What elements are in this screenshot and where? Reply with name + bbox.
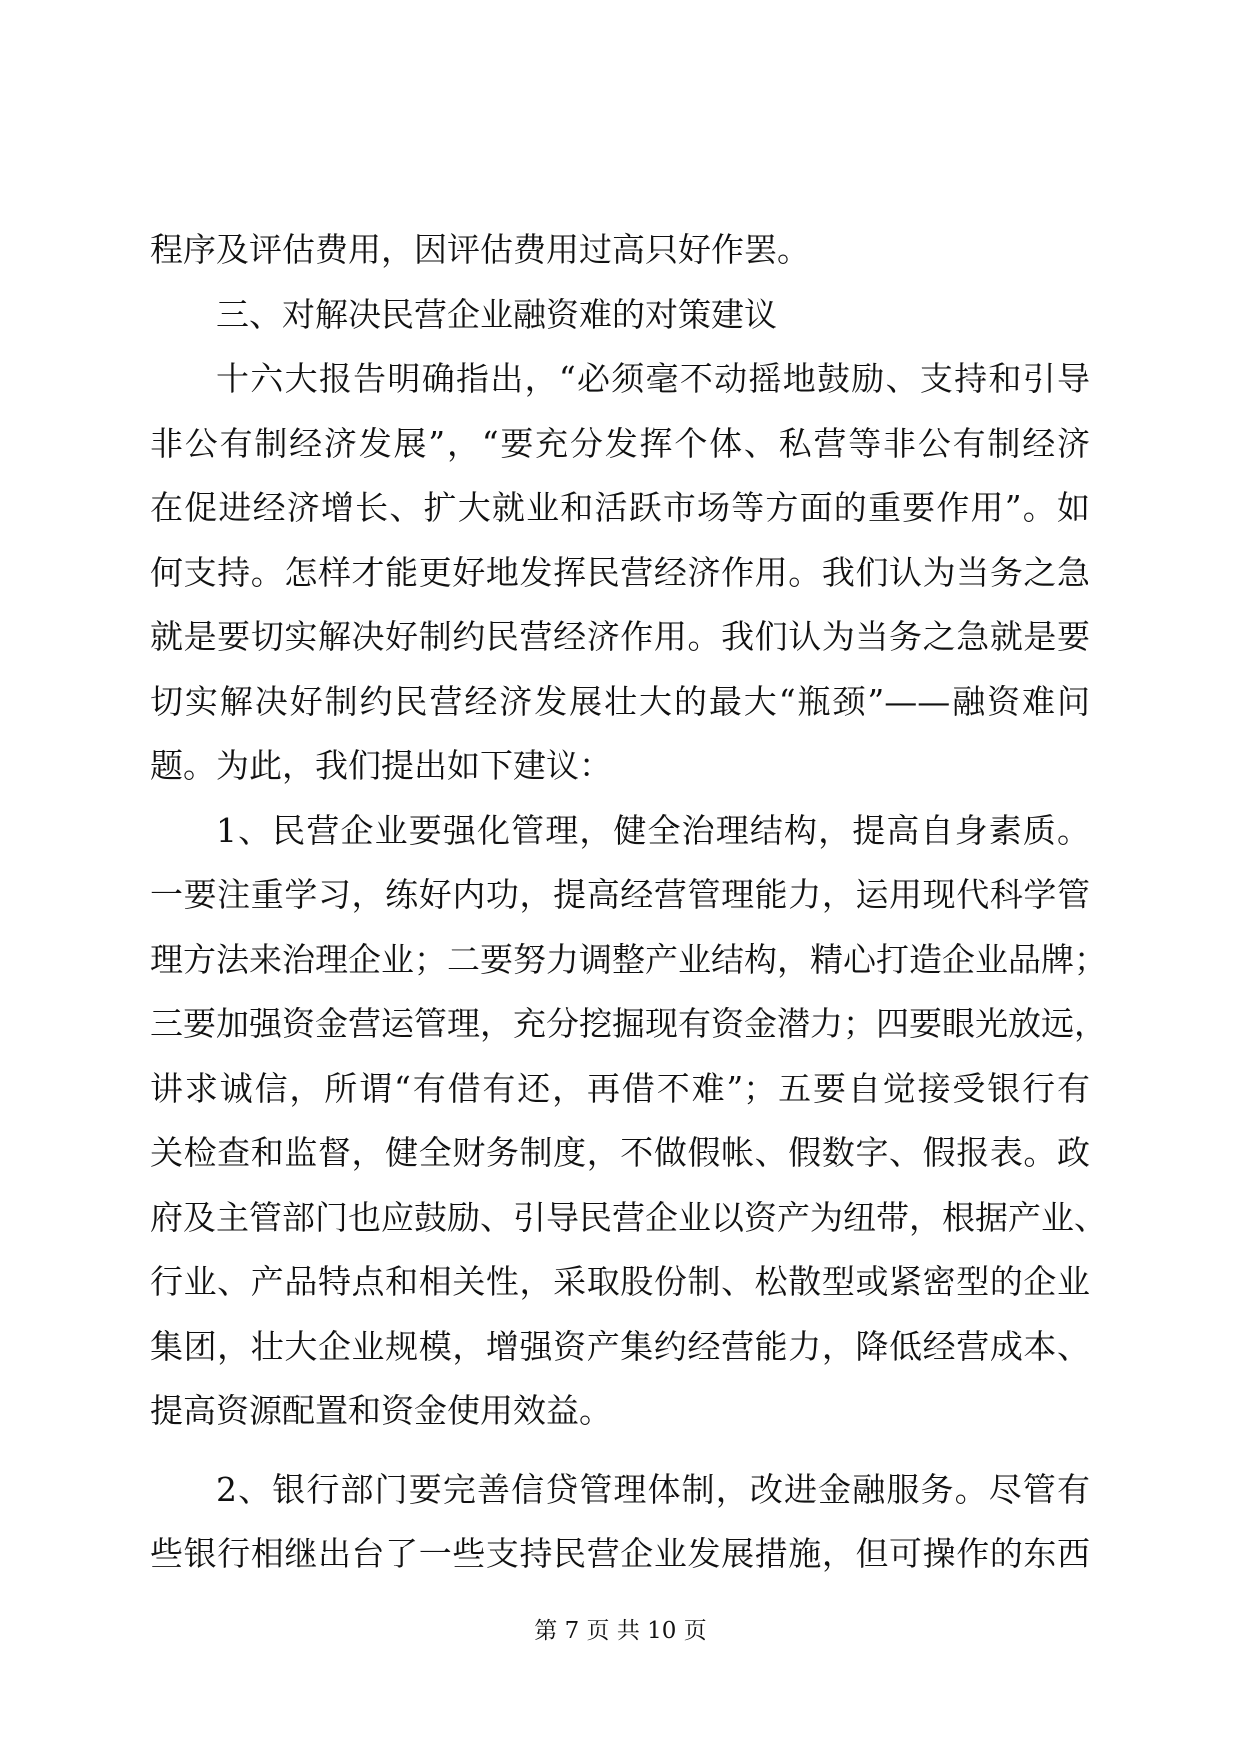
text-line: 切实解决好制约民营经济发展壮大的最大“瓶颈”——融资难问 [150, 681, 1090, 721]
text-line: 非公有制经济发展”，“要充分发挥个体、私营等非公有制经济 [150, 423, 1090, 463]
text-line: 就是要切实解决好制约民营经济作用。我们认为当务之急就是要 [150, 617, 1090, 656]
text-line: 提高资源配置和资金使用效益。 [150, 1391, 612, 1430]
text-line: 府及主管部门也应鼓励、引导民营企业以资产为纽带，根据产业、 [150, 1197, 1107, 1237]
text-line: 程序及评估费用，因评估费用过高只好作罢。 [150, 230, 810, 269]
text-line: 题。为此，我们提出如下建议： [150, 746, 612, 785]
text-line: 集团，壮大企业规模，增强资产集约经营能力，降低经营成本、 [150, 1326, 1090, 1366]
text-line: 讲求诚信，所谓“有借有还，再借不难”；五要自觉接受银行有 [150, 1068, 1090, 1108]
text-line: 一要注重学习，练好内功，提高经营管理能力，运用现代科学管 [150, 875, 1090, 914]
text-line: 理方法来治理企业；二要努力调整产业结构，精心打造企业品牌； [150, 939, 1107, 979]
body-text [150, 218, 1107, 1587]
text-line: 十六大报告明确指出，“必须毫不动摇地鼓励、支持和引导 [216, 359, 1090, 398]
text-line: 关检查和监督，健全财务制度，不做假帐、假数字、假报表。政 [150, 1133, 1090, 1172]
paragraph-intro [150, 347, 1090, 799]
text-line: 些银行相继出台了一些支持民营企业发展措施，但可操作的东西 [150, 1534, 1090, 1573]
paragraph-gap [150, 1444, 1090, 1458]
text-line: 行业、产品特点和相关性，采取股份制、松散型或紧密型的企业 [150, 1262, 1090, 1301]
section-heading-3 [150, 283, 1090, 348]
paragraph-suggestion-2 [150, 1458, 1090, 1587]
text-line: 1、民营企业要强化管理，健全治理结构，提高自身素质。 [216, 810, 1090, 850]
page-footer: 第 7 页 共 10 页 [534, 1618, 707, 1644]
text-line: 何支持。怎样才能更好地发挥民营经济作用。我们认为当务之急 [150, 552, 1090, 592]
paragraph-continuation [150, 218, 1090, 283]
text-line: 三要加强资金营运管理，充分挖掘现有资金潜力；四要眼光放远， [150, 1004, 1107, 1043]
text-line: 2、银行部门要完善信贷管理体制，改进金融服务。尽管有 [216, 1469, 1090, 1509]
paragraph-suggestion-1 [150, 799, 1107, 1444]
text-line: 在促进经济增长、扩大就业和活跃市场等方面的重要作用”。如 [150, 488, 1090, 527]
text-line: 三、对解决民营企业融资难的对策建议 [216, 294, 777, 334]
